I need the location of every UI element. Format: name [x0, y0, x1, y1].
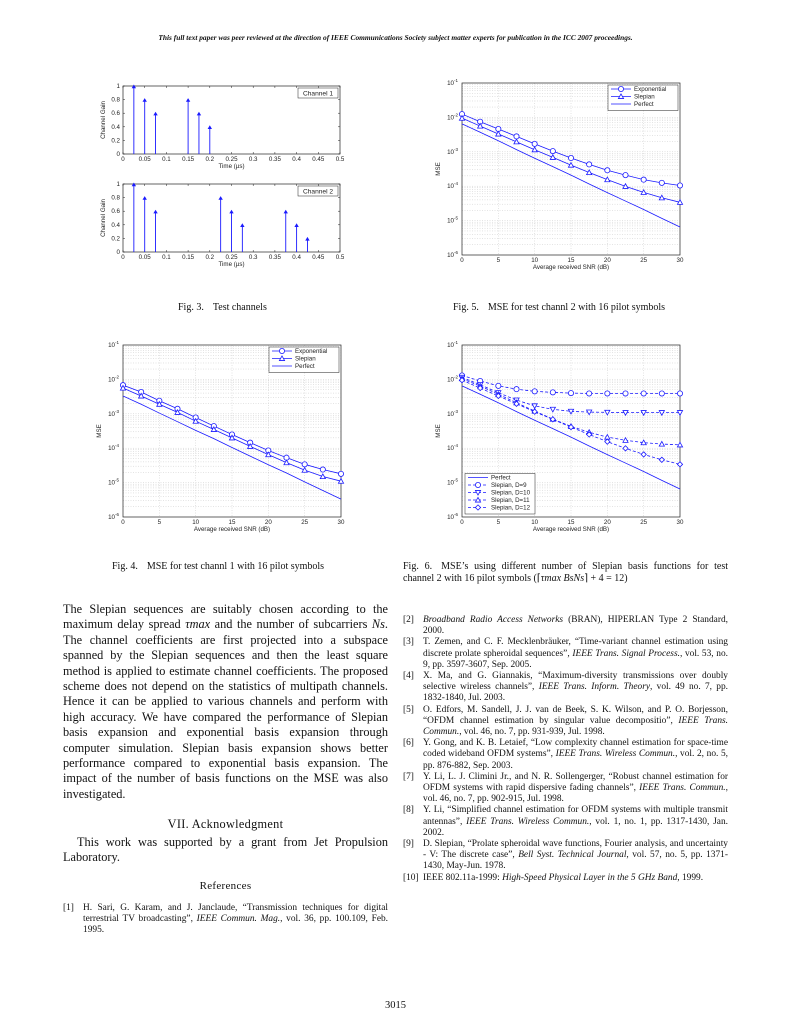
data-point: [623, 391, 628, 396]
math-tau-max: τmax: [185, 617, 211, 632]
y-tick-label: 0.2: [111, 137, 120, 145]
figure-test-channels: [95, 78, 355, 271]
data-point: [605, 410, 610, 415]
reference-details: , vol. 46, no. 7, pp. 902-915, Jul. 1998.: [423, 783, 728, 805]
y-tick-label: 0.6: [111, 208, 120, 216]
y-tick-exponent: -2: [453, 112, 458, 118]
y-tick-exponent: -1: [453, 340, 458, 345]
reference-text: IEEE 802.11a-1999:: [423, 872, 503, 883]
reference-item: [403, 772, 728, 806]
reference-text: H. Sari, G. Karam, and J. Janclaude, “Transmission techniques for digital terrestrial TV broadcasting”,: [83, 903, 388, 925]
x-tick-label: 10: [531, 519, 539, 526]
legend-label: Slepian, D=9: [491, 482, 527, 489]
data-point: [532, 147, 537, 152]
legend-label: Perfect: [295, 363, 315, 370]
ack-heading: VII. Acknowledgment: [167, 817, 284, 831]
data-point: [284, 460, 289, 465]
reference-item: [403, 805, 728, 839]
stem-marker: [153, 210, 157, 214]
data-point: [659, 457, 664, 462]
reference-text: O. Edfors, M. Sandell, J. J. van de Beek, S. K. Wilson, and P. O. Borjesson, “OFDM channel estimation by singular value decompositio”,: [423, 704, 728, 726]
reference-venue: Bell Syst. Technical Journal: [518, 850, 627, 861]
x-axis-label: Average received SNR (dB): [193, 526, 271, 533]
y-axis-label: Channel Gain: [100, 199, 107, 237]
reference-text: D. Slepian, “Prolate spheroidal wave functions, Fourier analysis, and uncertainty - V: The discrete case”,: [423, 839, 728, 861]
y-tick-label: 0.6: [111, 110, 120, 118]
y-tick-label: $10^{-4}$: [447, 181, 458, 191]
y-tick-label: 0: [116, 151, 120, 158]
reference-number: [5]: [403, 704, 414, 715]
y-tick-label: $10^{-2}$: [447, 374, 458, 384]
mse-channel1-plot: [85, 338, 355, 538]
legend-marker: [279, 348, 284, 353]
reference-number: [3]: [403, 637, 414, 648]
reference-number: [1]: [63, 903, 74, 913]
stem-marker: [294, 223, 298, 227]
data-point: [568, 390, 573, 395]
y-tick-label: $10^{-4}$: [447, 443, 458, 453]
stem-marker: [229, 210, 233, 214]
y-axis-label: MSE: [96, 424, 103, 438]
x-tick-label: 0.5: [335, 156, 345, 163]
reference-details: , vol. 57, no. 5, pp. 1371-1430, May-Jun. 1978.: [423, 850, 728, 872]
reference-venue: IEEE Trans. Commun.: [423, 715, 728, 738]
references-right-column: [403, 615, 728, 884]
x-tick-label: 5: [496, 257, 501, 264]
channel1-stem-plot: [95, 78, 355, 173]
x-tick-label: 0.45: [312, 254, 325, 261]
fig6-caption-post: ⌉ + 4 = 12): [584, 573, 628, 584]
reference-details: , vol. 46, no. 7, pp. 931-939, Jul. 1998.: [459, 727, 605, 738]
y-tick-exponent: -2: [453, 374, 458, 380]
stem-marker: [284, 210, 288, 214]
series-line: [462, 124, 680, 227]
fig5-caption-text: MSE for test channl 2 with 16 pilot symbols: [487, 302, 666, 313]
y-tick-label: $10^{-6}$: [447, 250, 458, 259]
y-tick-exponent: -2: [114, 374, 119, 380]
x-tick-label: 25: [301, 519, 309, 526]
y-axis-label: MSE: [435, 162, 442, 176]
y-tick-exponent: -1: [114, 340, 119, 345]
data-point: [605, 391, 610, 396]
y-tick-label: $10^{-6}$: [108, 512, 119, 521]
data-point: [496, 383, 501, 388]
fig5-label: Fig. 5.: [453, 302, 479, 313]
data-point: [532, 389, 537, 394]
data-point: [623, 438, 628, 443]
x-tick-label: 0.05: [138, 156, 151, 163]
reference-details: , vol. 1, no. 1, pp. 1317-1430, Jan. 2002.: [423, 816, 728, 838]
legend-label: Slepian, D=10: [491, 489, 531, 497]
data-point: [302, 462, 307, 467]
data-point: [659, 180, 664, 185]
y-tick-label: 0.2: [111, 235, 120, 243]
x-tick-label: 5: [496, 519, 501, 526]
figure-mse-channel2: [430, 78, 690, 278]
reference-item: [403, 637, 728, 671]
y-tick-label: $10^{-3}$: [447, 408, 458, 418]
data-point: [587, 162, 592, 167]
legend-label: Slepian: [295, 355, 316, 363]
body-text-a: The Slepian sequences are suitably chosen according to the maximum delay spread: [63, 602, 388, 632]
x-tick-label: 0: [460, 519, 464, 526]
y-tick-label: 0.8: [111, 96, 120, 104]
x-tick-label: 20: [264, 519, 272, 526]
series-line: [123, 396, 341, 499]
x-tick-label: 0: [121, 156, 125, 163]
reference-details: , vol. 49 no. 7, pp. 1832-1840, Jul. 2003.: [423, 682, 729, 704]
y-tick-label: $10^{-2}$: [447, 112, 458, 122]
legend-marker: [618, 86, 623, 91]
reference-number: [2]: [403, 615, 414, 625]
reference-text: Y. Gong, and K. B. Letaief, “Low complexity channel estimation for space-time coded wideband OFDM systems”,: [423, 738, 728, 760]
chart-title: Channel 2: [302, 188, 334, 196]
x-tick-label: 0.5: [335, 254, 345, 261]
reference-details: , vol. 2, no. 5, pp. 876-882, Sep. 2003.: [423, 749, 728, 771]
data-point: [623, 446, 628, 451]
x-tick-label: 10: [192, 519, 200, 526]
data-point: [514, 134, 519, 139]
x-tick-label: 25: [640, 257, 648, 264]
x-tick-label: 0: [121, 254, 125, 261]
x-tick-label: 10: [531, 257, 539, 264]
data-point: [496, 131, 501, 136]
y-tick-exponent: -5: [453, 477, 458, 483]
data-point: [587, 170, 592, 175]
fig6-caption-math: τmax BsNs: [540, 573, 585, 584]
legend-label: Slepian: [634, 93, 655, 101]
fig6-caption-pre: MSE’s using different number of Slepian basis functions for test channel 2 with 16 pilot symbols (⌈: [403, 561, 729, 584]
stem-marker: [208, 125, 212, 129]
x-tick-label: 0.4: [292, 156, 301, 163]
data-point: [478, 123, 483, 128]
y-tick-label: 0: [116, 249, 120, 256]
y-tick-exponent: -5: [453, 215, 458, 221]
y-tick-exponent: -1: [453, 78, 458, 83]
x-tick-label: 0.1: [162, 254, 171, 261]
reference-venue: IEEE Trans. Signal Process.: [572, 648, 680, 659]
legend-label: Slepian, D=12: [491, 504, 531, 512]
reference-venue: IEEE Trans. Commun.: [639, 783, 726, 794]
x-tick-label: 0.35: [268, 254, 281, 261]
fig4-caption-text: MSE for test channl 1 with 16 pilot symbols: [146, 561, 325, 572]
x-axis-label: Time (µs): [218, 261, 245, 268]
x-tick-label: 0.25: [225, 254, 238, 261]
stem-marker: [143, 98, 147, 102]
x-tick-label: 15: [567, 257, 575, 264]
reference-number: [10]: [403, 872, 419, 883]
reference-text: Y. Li, L. J. Climini Jr., and N. R. Sollengerger, “Robust channel estimation for OFDM systems with rapid dispersive fading channels”,: [423, 771, 728, 794]
data-point: [641, 391, 646, 396]
x-tick-label: 0: [121, 519, 125, 526]
reference-item: [403, 738, 728, 772]
mse-axes: [435, 78, 684, 271]
stem-axes: [100, 181, 345, 268]
x-tick-label: 0.35: [268, 156, 281, 163]
x-tick-label: 15: [228, 519, 236, 526]
body-text-c: . The channel coefficients are first projected into a subspace spanned by the Slepian sequences and then the least square method is applied to estimate channel coefficients. The proposed scheme does not depend on the statistics of multipath channels. Hence it can be applied to various channels and perform with high accuracy. We have compared the performance of Slepian basis expansion and exponential basis expansion through computer simulation. Slepian basis expansion shows better performance compared to exponential basis expansion. The impact of the number of basis functions on the MSE was also investigated.: [63, 617, 388, 801]
y-tick-label: $10^{-5}$: [108, 477, 119, 487]
x-axis-label: Time (µs): [218, 163, 245, 170]
data-point: [677, 462, 682, 467]
y-tick-label: $10^{-1}$: [108, 340, 119, 349]
stem-marker: [305, 237, 309, 241]
y-tick-label: 0.4: [111, 123, 120, 131]
x-tick-label: 0.25: [225, 156, 238, 163]
y-tick-label: $10^{-1}$: [447, 78, 458, 87]
stem-marker: [186, 98, 190, 102]
reference-venue: IEEE Trans. Wireless Commun.: [466, 816, 590, 827]
data-point: [605, 439, 610, 444]
data-point: [623, 173, 628, 178]
y-tick-label: $10^{-3}$: [447, 146, 458, 156]
y-axis-label: Channel Gain: [100, 101, 107, 139]
reference-venue: IEEE Trans. Inform. Theory: [538, 682, 651, 693]
stem-marker: [153, 112, 157, 116]
data-point: [514, 387, 519, 392]
fig6-label: Fig. 6.: [403, 561, 433, 572]
stem-marker: [218, 196, 222, 200]
figure-mse-slepian-d: [430, 338, 690, 538]
legend-label: Exponential: [295, 348, 328, 355]
mse-axes: [96, 340, 345, 533]
legend-label: Perfect: [634, 101, 654, 108]
reference-details: (BRAN), HIPERLAN Type 2 Standard, 2000.: [423, 615, 728, 637]
fig6-caption: [403, 561, 728, 585]
x-tick-label: 0.15: [182, 156, 195, 163]
reference-text: Y. Li, “Simplified channel estimation for OFDM systems with multiple transmit antennas”,: [423, 805, 728, 827]
y-tick-exponent: -3: [114, 408, 119, 414]
y-tick-exponent: -6: [114, 512, 119, 517]
body-text-b: and the number of subcarriers: [210, 617, 372, 632]
y-tick-label: 0.4: [111, 221, 120, 229]
y-tick-exponent: -5: [114, 477, 119, 483]
x-axis-label: Average received SNR (dB): [532, 264, 610, 271]
x-tick-label: 30: [676, 257, 684, 264]
data-point: [677, 391, 682, 396]
data-point: [568, 163, 573, 168]
stem-axes: [100, 83, 345, 170]
running-header: This full text paper was peer reviewed at the direction of IEEE Communications Society subject matter experts for publication in the ICC 2007 proceedings.: [158, 33, 633, 42]
x-tick-label: 25: [640, 519, 648, 526]
data-point: [320, 467, 325, 472]
y-tick-label: 0.8: [111, 194, 120, 202]
x-tick-label: 0.05: [138, 254, 151, 261]
data-point: [677, 442, 682, 447]
chart-title: Channel 1: [302, 90, 334, 98]
page-number: 3015: [385, 1000, 406, 1011]
data-point: [338, 471, 343, 476]
stem-marker: [132, 183, 136, 187]
y-tick-exponent: -6: [453, 512, 458, 517]
x-tick-label: 20: [603, 519, 611, 526]
ack-text: This work was supported by a grant from Jet Propulsion Laboratory.: [63, 835, 388, 865]
fig4-caption: [112, 561, 324, 573]
y-tick-label: 1: [116, 181, 120, 188]
y-tick-label: $10^{-5}$: [447, 215, 458, 225]
reference-item: [403, 671, 728, 705]
x-tick-label: 0.15: [182, 254, 195, 261]
data-point: [550, 390, 555, 395]
data-point: [605, 177, 610, 182]
x-tick-label: 30: [676, 519, 684, 526]
reference-venue: Broadband Radio Access Networks: [423, 615, 564, 625]
references-heading: References: [199, 880, 252, 892]
y-axis-label: MSE: [435, 424, 442, 438]
stem-marker: [143, 196, 147, 200]
legend-label: Perfect: [491, 474, 511, 482]
stem-marker: [197, 112, 201, 116]
reference-number: [8]: [403, 805, 414, 816]
fig5-caption: [453, 302, 665, 314]
y-tick-exponent: -4: [453, 181, 458, 187]
legend-label: Slepian, D=11: [491, 497, 530, 504]
legend: [608, 85, 678, 111]
x-tick-label: 0: [460, 257, 464, 264]
mse-slepian-d-plot: [430, 338, 690, 538]
legend-marker: [475, 482, 480, 487]
channel2-stem-plot: [95, 176, 355, 271]
reference-number: [7]: [403, 771, 414, 782]
data-point: [302, 468, 307, 473]
fig3-caption: [178, 302, 267, 314]
data-point: [641, 452, 646, 457]
reference-item: [403, 705, 728, 739]
x-tick-label: 20: [603, 257, 611, 264]
reference-details: , vol. 53, no. 9, pp. 3597-3607, Sep. 2005.: [423, 648, 729, 670]
conclusion-paragraph: [63, 602, 388, 802]
data-point: [568, 155, 573, 160]
reference-item: [403, 615, 728, 637]
y-tick-exponent: -3: [453, 408, 458, 414]
references-left-column: [63, 903, 388, 937]
x-tick-label: 15: [567, 519, 575, 526]
x-tick-label: 5: [157, 519, 162, 526]
legend: [465, 474, 535, 515]
reference-details: , 1999.: [677, 872, 704, 883]
reference-text: T. Zemen, and C. F. Mecklenbräuker, “Time-variant channel estimation using discrete prolate spheroidal sequences”,: [423, 637, 728, 659]
mse-axes: [435, 340, 684, 533]
mse-channel2-plot: [430, 78, 690, 278]
reference-venue: IEEE Trans. Wireless Commun.: [555, 749, 676, 760]
fig3-caption-text: Test channels: [212, 302, 267, 313]
y-tick-label: $10^{-5}$: [447, 477, 458, 487]
reference-number: [4]: [403, 671, 414, 682]
data-point: [677, 183, 682, 188]
data-point: [659, 391, 664, 396]
reference-venue: High-Speed Physical Layer in the 5 GHz Band: [502, 872, 678, 883]
x-axis-label: Average received SNR (dB): [532, 526, 610, 533]
y-tick-exponent: -3: [453, 146, 458, 152]
x-tick-label: 0.2: [205, 254, 215, 261]
legend: [269, 347, 339, 373]
y-tick-exponent: -4: [114, 443, 119, 449]
reference-item: [403, 839, 728, 873]
math-ns: Ns: [371, 617, 385, 632]
y-tick-label: $10^{-1}$: [447, 340, 458, 349]
fig3-label: Fig. 3.: [178, 302, 204, 313]
y-tick-label: $10^{-2}$: [108, 374, 119, 384]
x-tick-label: 0.45: [312, 156, 325, 163]
reference-item: [403, 873, 728, 884]
y-tick-exponent: -4: [453, 443, 458, 449]
stem-marker: [240, 223, 244, 227]
data-point: [587, 391, 592, 396]
reference-item: [63, 903, 388, 937]
x-tick-label: 0.1: [162, 156, 171, 163]
y-tick-exponent: -6: [453, 250, 458, 255]
x-tick-label: 0.3: [248, 156, 258, 163]
data-point: [550, 148, 555, 153]
data-point: [641, 177, 646, 182]
legend-label: Exponential: [634, 86, 667, 93]
fig4-label: Fig. 4.: [112, 561, 138, 572]
y-tick-label: $10^{-4}$: [108, 443, 119, 453]
y-tick-label: $10^{-3}$: [108, 408, 119, 418]
figure-mse-channel1: [85, 338, 355, 538]
reference-details: , vol. 36, pp. 100.109, Feb. 1995.: [83, 914, 389, 936]
reference-number: [6]: [403, 738, 414, 749]
reference-text: X. Ma, and G. Giannakis, “Maximum-diversity transmissions over doubly selective wireless channels”,: [423, 671, 728, 693]
x-tick-label: 0.3: [248, 254, 258, 261]
reference-venue: IEEE Commun. Mag.: [196, 914, 281, 925]
y-tick-label: $10^{-6}$: [447, 512, 458, 521]
x-tick-label: 0.2: [205, 156, 215, 163]
y-tick-label: 1: [116, 83, 120, 90]
x-tick-label: 30: [337, 519, 345, 526]
data-point: [532, 141, 537, 146]
reference-number: [9]: [403, 839, 414, 850]
x-tick-label: 0.4: [292, 254, 301, 261]
data-point: [605, 168, 610, 173]
data-point: [550, 407, 555, 412]
